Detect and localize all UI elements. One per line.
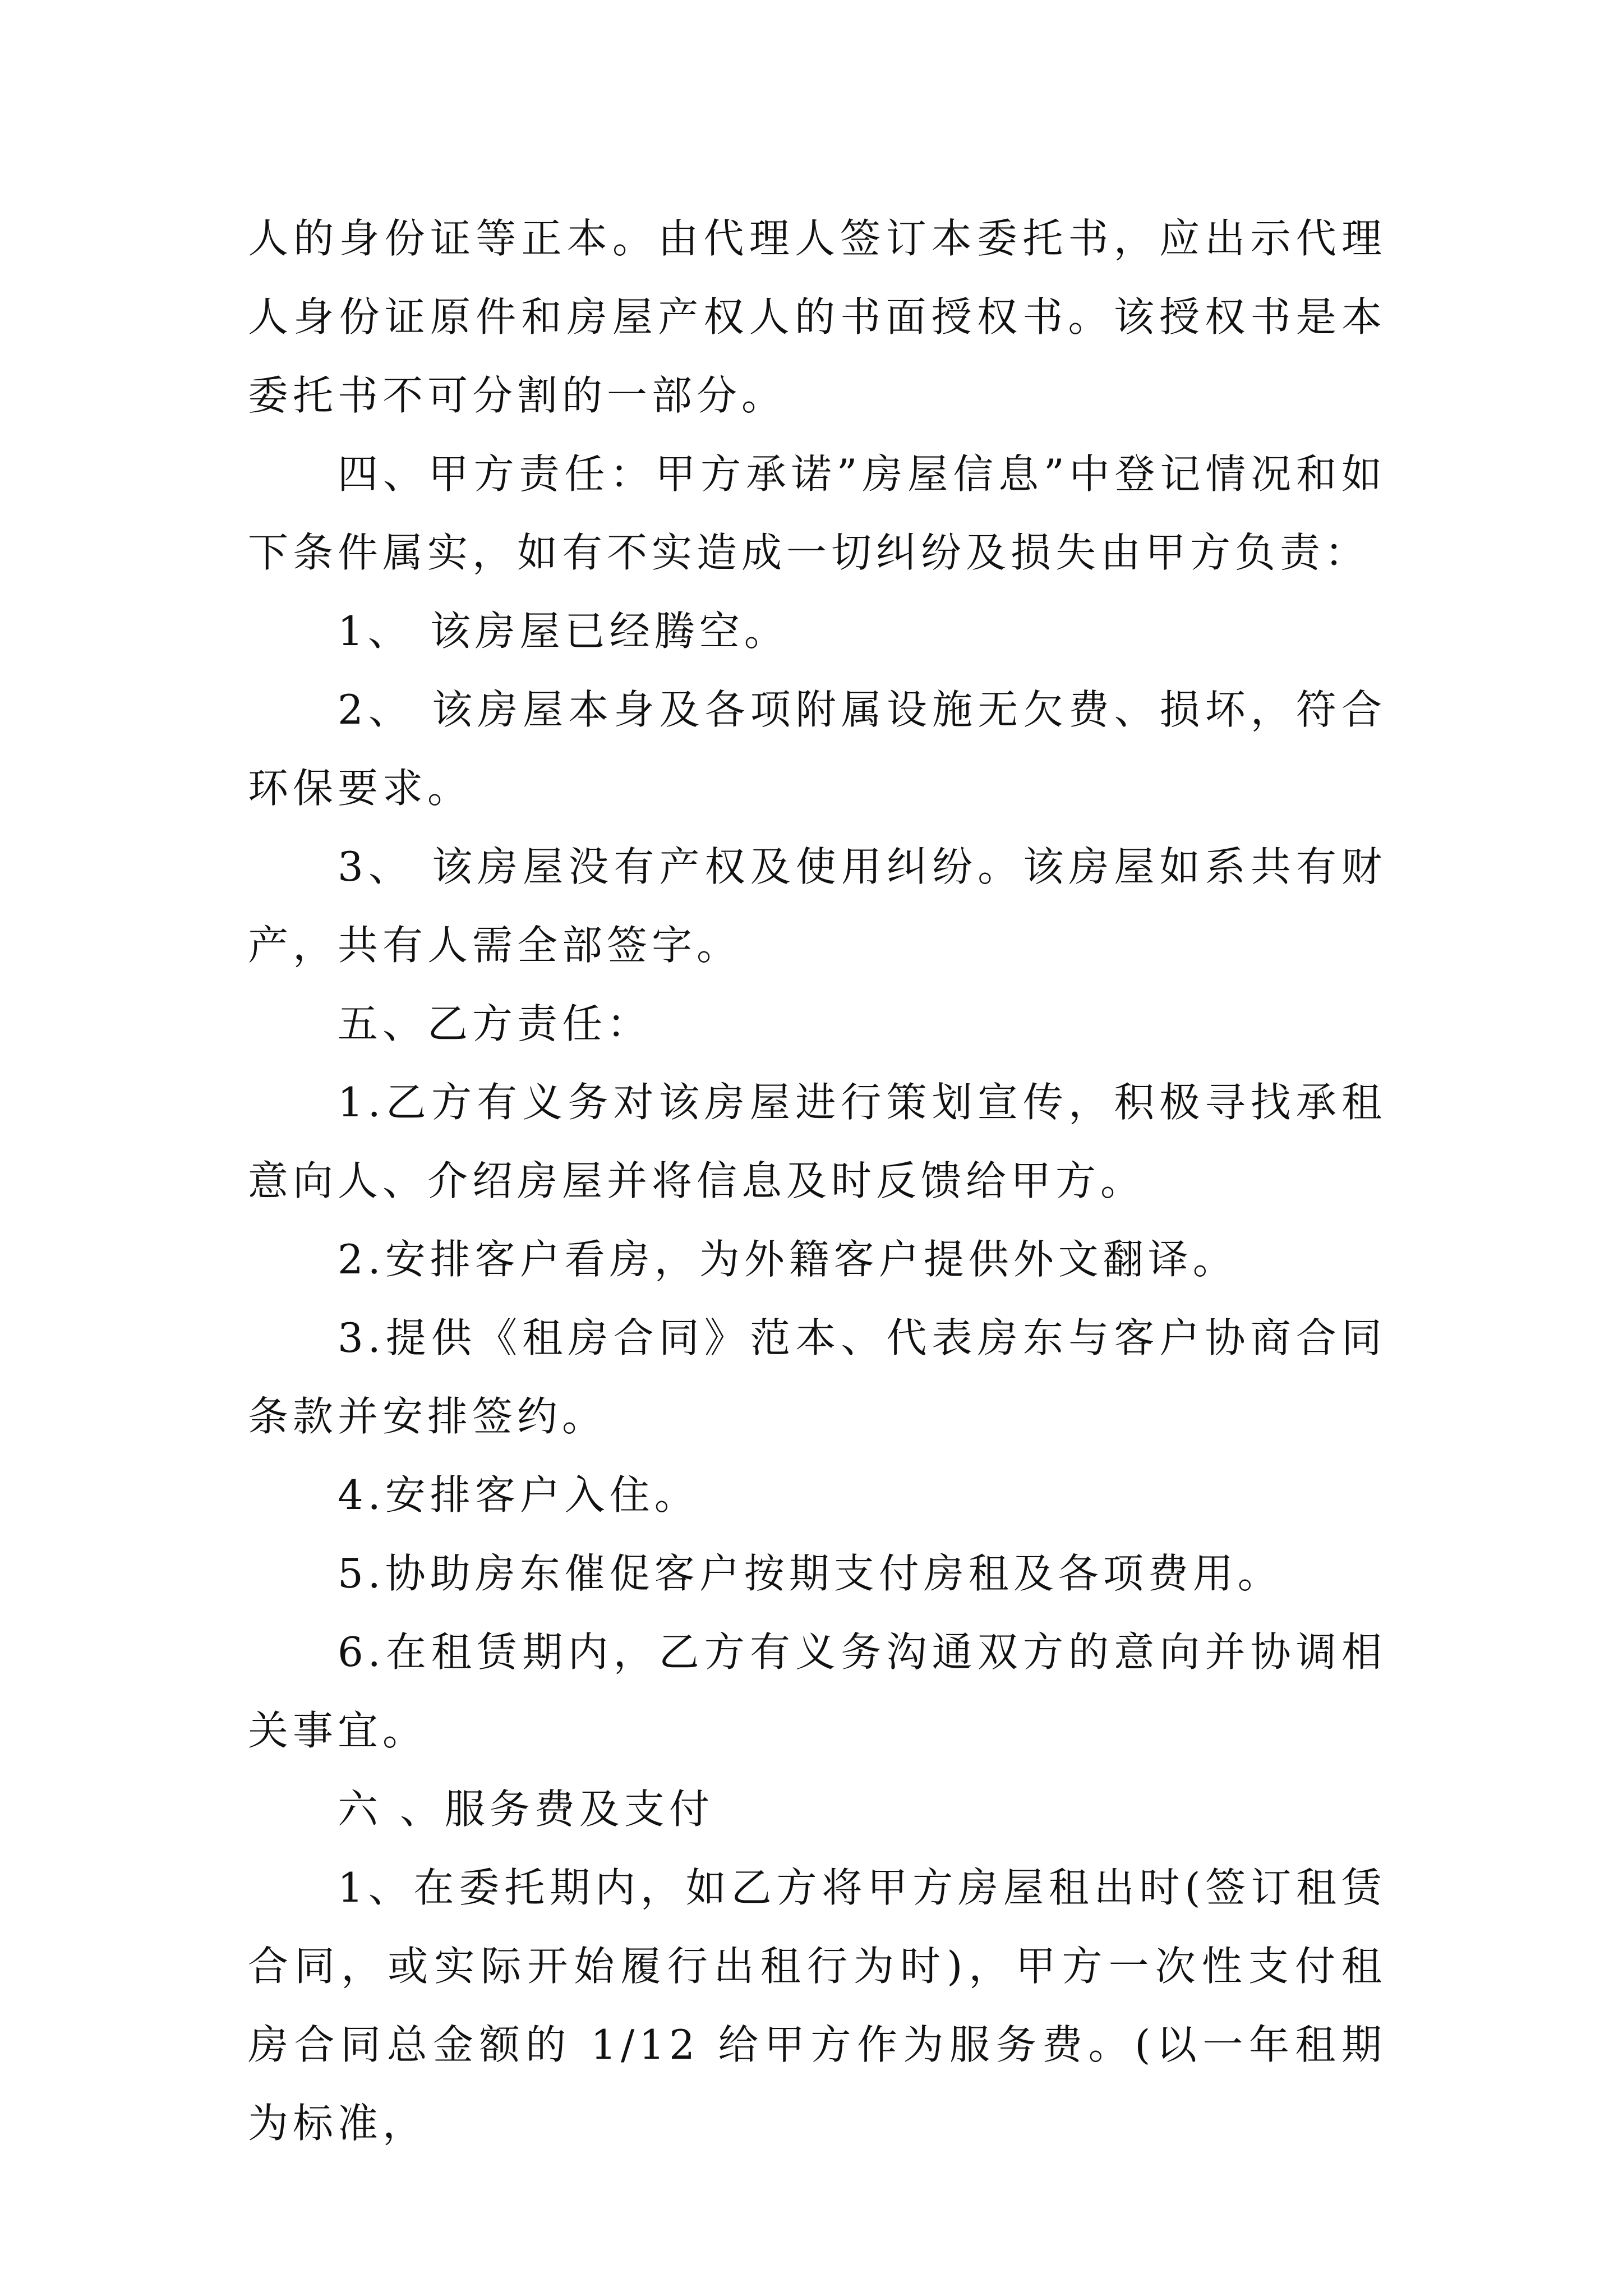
list-item-rent-collection: 5.协助房东催促客户按期支付房租及各项费用。 (338, 1550, 1283, 1597)
list-item-coordination: 6.在租赁期内，乙方有义务沟通双方的意向并协调相关事宜。 (248, 1628, 1386, 1754)
list-item-contract-template: 3.提供《租房合同》范本、代表房东与客户协商合同条款并安排签约。 (248, 1314, 1386, 1440)
list-item-fee-terms: 1、在委托期内，如乙方将甲方房屋租出时(签订租赁合同，或实际开始履行出租行为时)，甲方一次性支付租房合同总金额的 1/12 给甲方作为服务费。(以一年租期为标准， (248, 1864, 1386, 2147)
list-item-marketing: 1.乙方有义务对该房屋进行策划宣传，积极寻找承租意向人、介绍房屋并将信息及时反馈给甲方。 (248, 1079, 1386, 1204)
document-body (248, 199, 1386, 2162)
list-item-no-arrears: 2、 该房屋本身及各项附属设施无欠费、损坏，符合环保要求。 (248, 686, 1386, 812)
paragraph-id-documents: 人的身份证等正本。由代理人签订本委托书，应出示代理人身份证原件和房屋产权人的书面授权书。该授权书是本委托书不可分割的一部分。 (248, 215, 1386, 419)
list-item-move-in: 4.安排客户入住。 (338, 1471, 699, 1519)
list-item-no-disputes: 3、 该房屋没有产权及使用纠纷。该房屋如系共有财产，共有人需全部签字。 (248, 843, 1386, 969)
list-item-house-vacated: 1、 该房屋已经腾空。 (338, 608, 789, 655)
section-heading-party-b-duties: 五、乙方责任： (338, 1000, 652, 1047)
paragraph-party-a-duties: 四、甲方责任：甲方承诺”房屋信息”中登记情况和如下条件属实，如有不实造成一切纠纷及损失由甲方负责： (248, 450, 1386, 576)
section-heading-service-fee: 六 、服务费及支付 (338, 1786, 714, 1833)
list-item-viewings: 2.安排客户看房，为外籍客户提供外文翻译。 (338, 1236, 1238, 1283)
